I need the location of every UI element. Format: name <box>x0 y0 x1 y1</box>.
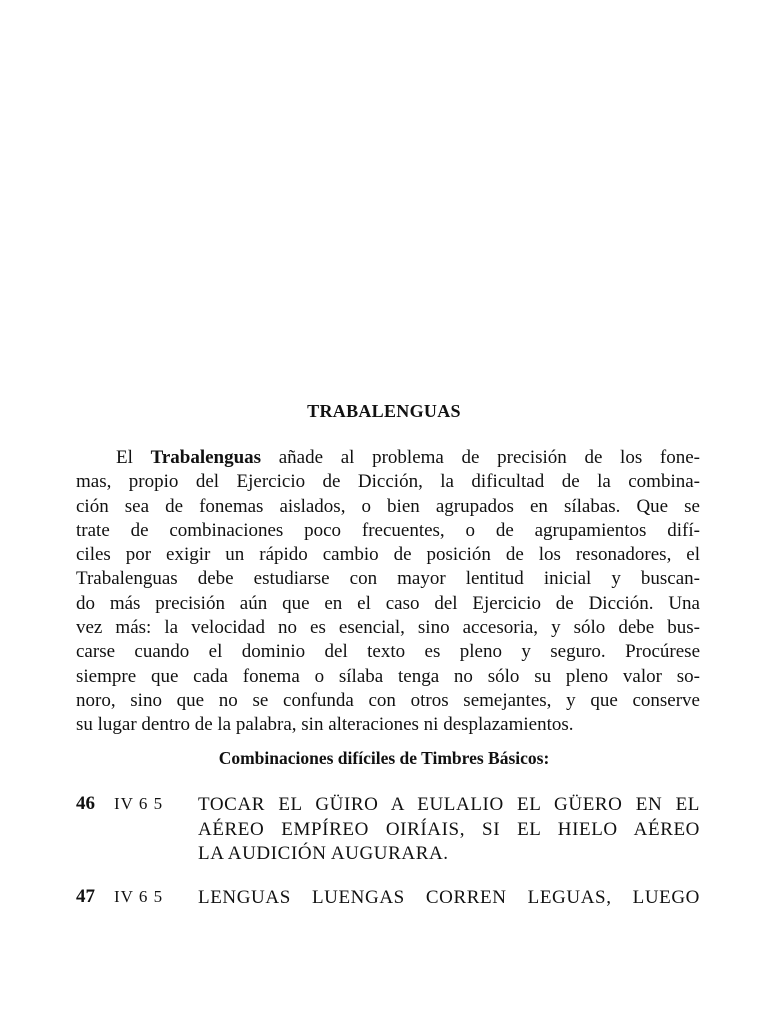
exercise-line: AÉREO EMPÍREO OIRÍAIS, SI EL HIELO AÉREO <box>198 818 700 840</box>
intro-line-11: noro, sino que no se confunda con otros semejantes, y que conserve <box>76 689 700 711</box>
intro-line-7: do más precisión aún que en el caso del Ejercicio de Dicción. Una <box>76 592 700 614</box>
intro-line-8: vez más: la velocidad no es esencial, sino accesoria, y sólo debe bus- <box>76 617 700 639</box>
intro-line-12: su lugar dentro de la palabra, sin alteraciones ni desplazamientos. <box>76 714 574 736</box>
intro-line-10: siempre que cada fonema o sílaba tenga no sólo su pleno valor so- <box>76 665 700 687</box>
exercise-line: LA AUDICIÓN AUGURARA. <box>198 843 449 864</box>
exercise-text <box>198 886 700 911</box>
intro-line-1-prefix: El <box>116 447 133 468</box>
section-title: TRABALENGUAS <box>307 401 461 421</box>
intro-line-2: mas, propio del Ejercicio de Dicción, la dificultad de la combina- <box>76 471 700 493</box>
subheading: Combinaciones difíciles de Timbres Básicos: <box>218 748 550 768</box>
intro-line-9: carse cuando el dominio del texto es pleno y seguro. Procúrese <box>76 641 700 663</box>
exercise-line: LENGUAS LUENGAS CORREN LEGUAS, LUEGO <box>198 887 700 908</box>
exercise-code: IV 6 5 <box>114 887 164 906</box>
intro-line-5: ciles por exigir un rápido cambio de posición de los resonadores, el <box>76 544 700 566</box>
exercise-line: TOCAR EL GÜIRO A EULALIO EL GÜERO EN EL <box>198 794 700 815</box>
exercise-number: 46 <box>76 793 95 814</box>
intro-line-1-suffix: añade al problema de precisión de los fone- <box>278 447 700 468</box>
intro-paragraph <box>76 446 700 738</box>
intro-line-3: ción sea de fonemas aislados, o bien agrupados en sílabas. Que se <box>76 495 700 517</box>
intro-line-6: Trabalenguas debe estudiarse con mayor lentitud inicial y buscan- <box>76 568 700 590</box>
exercise-text <box>198 793 700 867</box>
intro-line-1 <box>76 446 700 470</box>
exercise-number: 47 <box>76 886 95 907</box>
intro-line-4: trate de combinaciones poco frecuentes, o de agrupamientos difí- <box>76 519 700 541</box>
exercise-code: IV 6 5 <box>114 794 164 813</box>
term-trabalenguas: Trabalenguas <box>150 447 262 468</box>
